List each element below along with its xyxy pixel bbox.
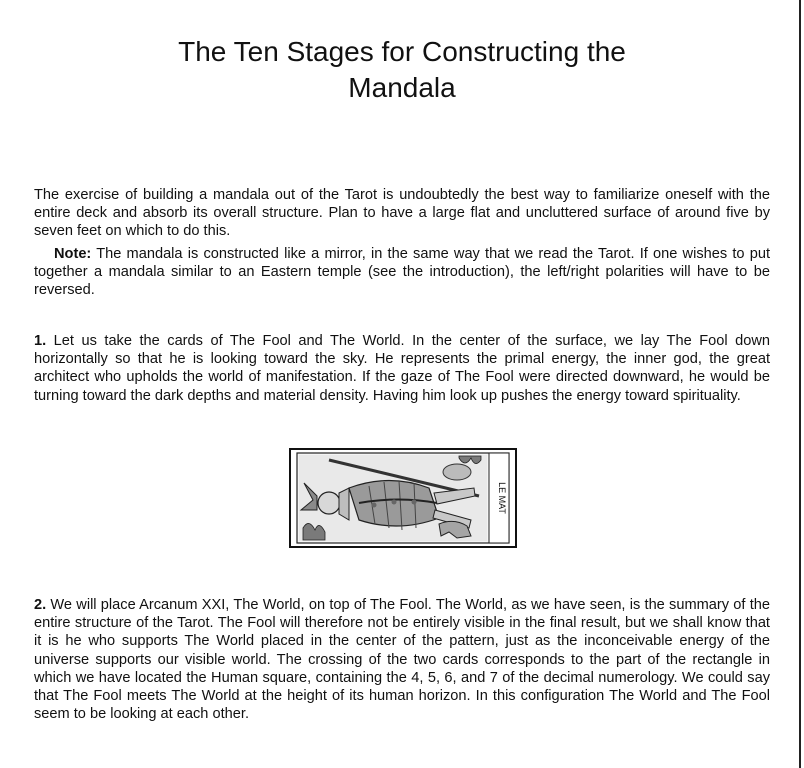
bell	[392, 500, 397, 505]
page-title-line-1: The Ten Stages for Constructing the	[178, 36, 626, 67]
fool-card-illustration	[289, 448, 517, 548]
step-1-number: 1.	[34, 333, 47, 349]
card-label: LE MAT	[497, 482, 507, 514]
fool-bundle	[443, 464, 471, 480]
fool-collar	[339, 488, 349, 520]
step-2-number: 2.	[34, 597, 47, 613]
bell	[412, 500, 417, 505]
step-1-text: Let us take the cards of The Fool and The World. In the center of the surface, we lay The Fool down horizontally so that he is looking toward the sky. He represents the primal energy, the inner god, the great architect who upholds the world of manifestation. If the gaze of The Fool were directed downward, he would be turning toward the dark depths and material density. Having him look up pushes the energy toward spirituality.	[34, 333, 770, 404]
step-2-text: We will place Arcanum XXI, The World, on top of The Fool. The World, as we have seen, is the summary of the entire structure of the Tarot. The Fool will therefore not be entirely visible in the final result, but we shall know that it is he who supports The World placed in the center of the pattern, just as the inconceivable energy of the universe supports our visible world. The crossing of the two cards corresponds to the part of the rectangle in which we have located the Human square, containing the 4, 5, 6, and 7 of the decimal numerology. We could say that The Fool meets The World at the height of its human horizon. In this configuration The World and The Fool seem to be looking at each other.	[34, 597, 770, 723]
page-title-line-2: Mandala	[348, 72, 456, 103]
step-1-paragraph	[34, 332, 770, 405]
note-paragraph	[34, 245, 770, 300]
page-edge-line	[799, 0, 801, 768]
note-text: The mandala is constructed like a mirror, in the same way that we read the Tarot. If one wishes to put together a mandala similar to an Eastern temple (see the introduction), the left/right polarities will have to be reversed.	[34, 246, 770, 299]
intro-paragraph: The exercise of building a mandala out of the Tarot is undoubtedly the best way to familiarize oneself with the entire deck and absorb its overall structure. Plan to have a large flat and uncluttered surface of around five by seven feet on which to do this.	[34, 187, 770, 240]
fool-card-svg	[289, 448, 517, 548]
bell	[372, 503, 377, 508]
step-2-paragraph	[34, 596, 770, 723]
page-title	[60, 34, 744, 106]
note-label: Note:	[54, 246, 92, 262]
fool-head	[318, 492, 340, 514]
